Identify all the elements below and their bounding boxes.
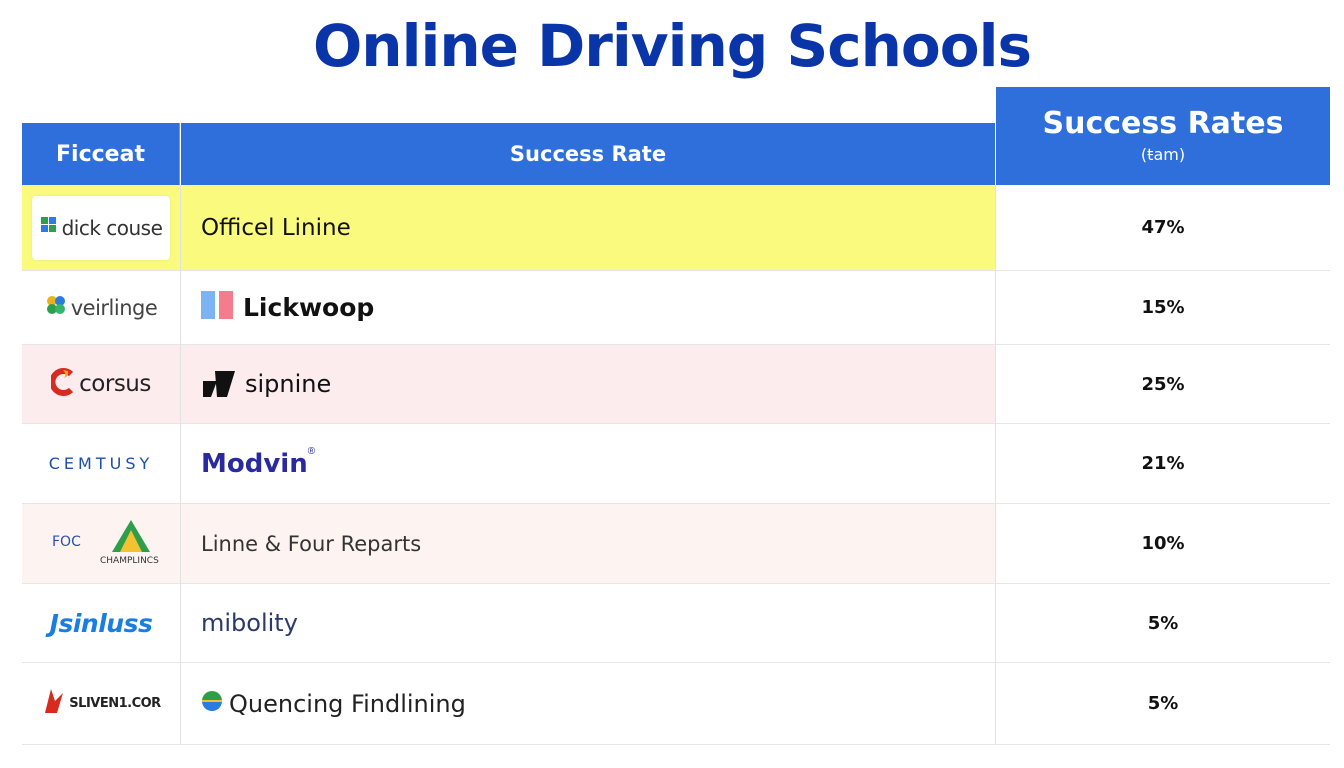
registered-mark: ® xyxy=(307,446,316,457)
school-name: Lickwoop xyxy=(243,293,375,322)
logo-text: Jsinluss xyxy=(49,608,153,638)
column-header-success-rate: Success Rate xyxy=(181,123,995,185)
name-cell xyxy=(181,504,996,583)
blue-green-circle-icon xyxy=(201,690,223,717)
logo-text: corsus xyxy=(79,371,151,397)
logo-text: CEMTUSY xyxy=(48,454,154,473)
table-row xyxy=(22,424,1330,504)
logo-subtext: CHAMPLINCS xyxy=(100,556,159,566)
red-flame-c-icon xyxy=(51,368,75,401)
rate-cell: 5% xyxy=(1147,612,1179,634)
logo-cell xyxy=(22,345,181,423)
table-row xyxy=(22,185,1330,271)
logo-cell xyxy=(22,424,181,503)
logo-box xyxy=(32,196,170,260)
name-cell xyxy=(181,271,996,344)
logo-cell xyxy=(22,584,181,662)
name-cell xyxy=(181,663,996,744)
column-header-success-rates xyxy=(996,87,1330,185)
logo-text: FOC xyxy=(52,534,81,550)
name-cell xyxy=(181,584,996,662)
logo-text: SLIVEN1.COR xyxy=(69,696,161,711)
schools-table xyxy=(22,87,1330,745)
logo-cell xyxy=(22,504,181,583)
logo-text: dick couse xyxy=(61,215,163,240)
page-title: Online Driving Schools xyxy=(312,12,1032,80)
green-blue-puzzle-icon xyxy=(40,215,58,240)
school-name: Modvin xyxy=(201,448,308,479)
rate-cell: 21% xyxy=(1141,453,1185,474)
table-row xyxy=(22,345,1330,424)
table-row xyxy=(22,663,1330,745)
table-row xyxy=(22,271,1330,345)
red-star-icon xyxy=(41,687,65,720)
colorful-flower-icon xyxy=(45,294,67,321)
name-cell xyxy=(181,345,996,423)
rate-cell: 5% xyxy=(1147,693,1179,714)
rate-cell: 15% xyxy=(1141,297,1185,318)
rate-cell: 10% xyxy=(1141,533,1185,554)
name-cell xyxy=(181,424,996,503)
rate-cell: 25% xyxy=(996,345,1330,423)
school-name: mibolity xyxy=(201,609,298,637)
school-name: Quencing Findlining xyxy=(229,689,466,718)
logo-cell xyxy=(22,663,181,744)
rate-cell: 47% xyxy=(1141,217,1185,238)
black-slash-icon xyxy=(201,367,237,402)
column-header-subtitle: (ŧam) xyxy=(1140,145,1186,164)
green-triangle-icon xyxy=(110,518,152,559)
column-header-title: Success Rates xyxy=(1042,106,1284,141)
name-cell xyxy=(181,185,996,270)
logo-cell xyxy=(22,185,181,270)
school-name: Linne & Four Reparts xyxy=(201,531,422,556)
logo-cell xyxy=(22,271,181,344)
blue-pink-bars-icon xyxy=(201,291,235,324)
table-row xyxy=(22,504,1330,584)
school-name: sipnine xyxy=(245,370,332,398)
school-name: Officel Linine xyxy=(201,214,351,241)
column-header-facility: Ficceat xyxy=(22,123,180,185)
table-row xyxy=(22,584,1330,663)
logo-text: veirlinge xyxy=(70,295,158,320)
